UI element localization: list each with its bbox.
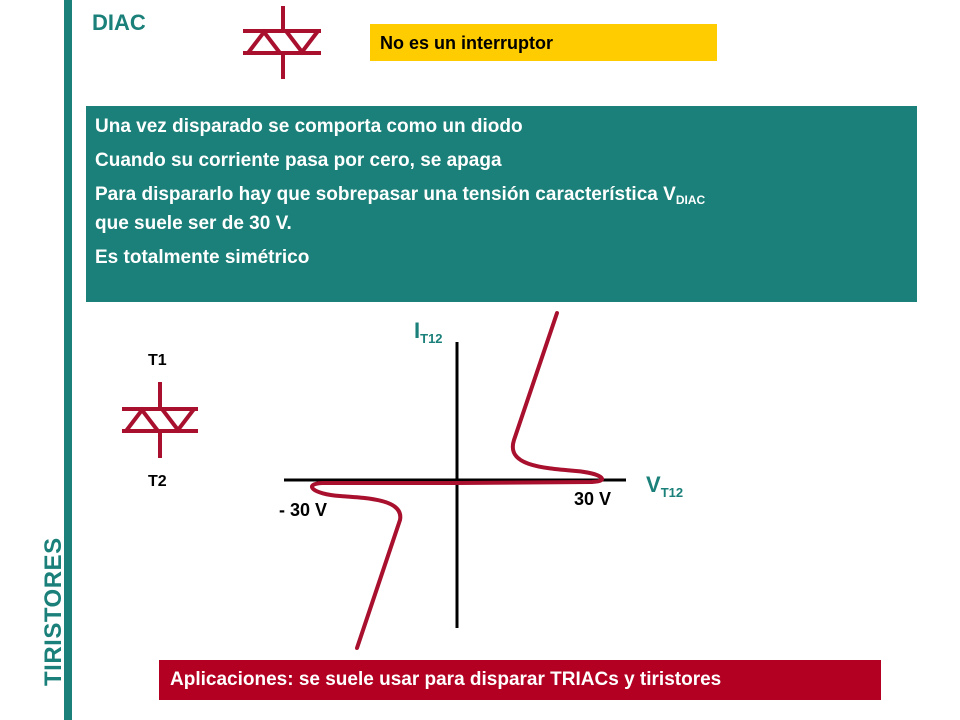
properties-box — [86, 106, 917, 302]
property-turn-off: Cuando su corriente pasa por cero, se apaga — [95, 150, 502, 171]
not-a-switch-note: No es un interruptor — [370, 24, 717, 61]
x-axis-label: $V_{T12}$ — [646, 472, 684, 500]
terminal-t1-label: T1 — [148, 352, 167, 369]
property-trigger-voltage: Para dispararlo hay que sobrepasar una tensión característica $V_{DIAC}$ que suele ser de 30 V. — [95, 184, 706, 234]
property-symmetric: Es totalmente simétrico — [95, 247, 310, 268]
terminal-t2-label: T2 — [148, 473, 167, 490]
y-axis-label: $I_{T12}$ — [414, 318, 443, 346]
property-latching: Una vez disparado se comporta como un diodo — [95, 116, 523, 137]
section-label: TIRISTORES — [40, 537, 67, 686]
iv-curve — [312, 313, 602, 648]
applications-note: Aplicaciones: se suele usar para disparar TRIACs y tiristores — [159, 660, 881, 700]
positive-breakover-label: 30 V — [574, 489, 612, 509]
negative-breakover-label: - 30 V — [279, 500, 328, 520]
page-title: DIAC — [92, 10, 146, 35]
